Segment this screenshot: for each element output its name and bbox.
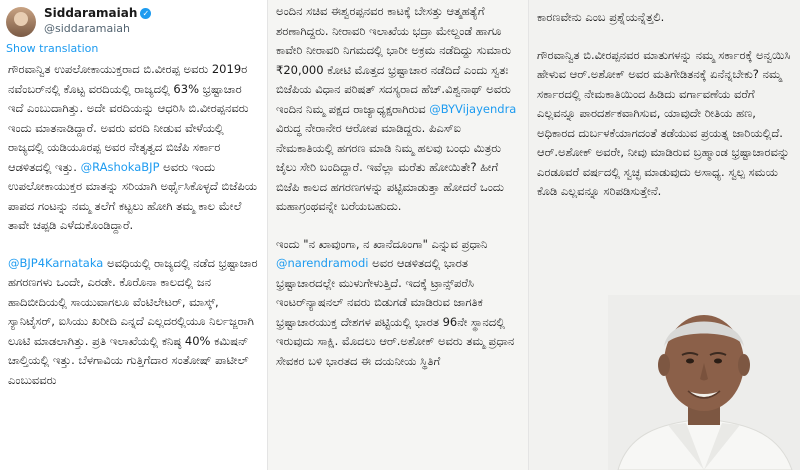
paragraph-text: ಅವರು ಇಂದು ಉಪಲೋಕಾಯುಕ್ತರ ಮಾತನ್ನು ಸರಿಯಾಗಿ ಅರ್ಥೈಸಿಕೊಳ್ಳದೆ ಬಿಜೆಪಿಯ ಪಾಪದ ಗಂಟನ್ನು ನಮ್ಮ ತಲೆಗೆ ಕಟ್ಟಲು ಹೋಗಿ ತಮ್ಮ ಕಾಲ ಮೇಲೆ ತಾವೇ ಚಪ್ಪಡಿ ಎಳೆದುಕೊಂಡಿದ್ದಾರೆ. xyxy=(8,159,258,232)
tweet-paragraph-4 xyxy=(268,235,528,372)
paragraph-text: ಇಂದು "ನ ಖಾವುಂಗಾ, ನ ಖಾನೆದೂಂಗಾ" ಎನ್ನುವ ಪ್ರಧಾನಿ xyxy=(276,236,488,251)
mention-link[interactable]: @BYVijayendra xyxy=(429,101,517,116)
tweet-paragraph-6: ಗೌರವಾನ್ವಿತ ಬಿ.ವೀರಪ್ಪನವರ ಮಾತುಗಳನ್ನು ನಮ್ಮ ಸರ್ಕಾರಕ್ಕೆ ಅನ್ವಯಿಸಿ ಹೇಳುವ ಆರ್.ಅಶೋಕ್ ಅವರ ಮತಿಗೇಡಿತನಕ್ಕೆ ಏನೆನ್ನಬೇಕು? ನಮ್ಮ ಸರ್ಕಾರದಲ್ಲಿ ನೇಮಕಾತಿಯಿಂದ ಹಿಡಿದು ವರ್ಗಾವಣೆಯ ವರೆಗೆ ಎಲ್ಲವನ್ನೂ ಪಾರದರ್ಶಕವಾಗಿಸುವ, ಯಾವುದೇ ರೀತಿಯ ಹಣ, ಅಧಿಕಾರದ ದುರ್ಬಳಕೆಯಾಗದಂತೆ ತಡೆಯುವ ಪ್ರಯತ್ನ ಜಾರಿಯಲ್ಲಿದೆ. ಆರ್.ಅಶೋಕ್ ಅವರೇ, ನೀವು ಮಾಡಿರುವ ಬ್ರಹ್ಮಾಂಡ ಭ್ರಷ್ಟಾಚಾರವನ್ನು ಎರಡೂವರೆ ವರ್ಷದಲ್ಲಿ ಸ್ವಚ್ಛ ಮಾಡುವುದು ಅಸಾಧ್ಯ. ಸ್ವಲ್ಪ ಸಮಯ ಕೊಡಿ ಎಲ್ಲವನ್ನೂ ಸರಿಪಡಿಸುತ್ತೇನೆ. xyxy=(537,47,791,198)
tweet-paragraph-5: ಕಾರಣವೇನು ಎಂಬ ಪ್ರಶ್ನೆಯನ್ನೆತ್ತಲಿ. xyxy=(537,10,665,24)
author-photo xyxy=(608,295,800,470)
paragraph-text: ಅಂದಿನ ಸಚಿವ ಈಶ್ವರಪ್ಪನವರ ಕಾಟಕ್ಕೆ ಬೇಸತ್ತು ಆತ್ಮಹತ್ಯೆಗೆ ಶರಣಾಗಿದ್ದರು. ನೀರಾವರಿ ಇಲಾಖೆಯ ಭದ್ರಾ ಮೇಲ್ದಂಡೆ ಹಾಗೂ ಕಾವೇರಿ ನೀರಾವರಿ ನಿಗಮದಲ್ಲಿ ಭಾರೀ ಅಕ್ರಮ ನಡೆದಿದ್ದು ಸುಮಾರು ₹20,000 ಕೋಟಿ ಮೊತ್ತದ ಭ್ರಷ್ಟಾಚಾರ ನಡೆದಿದೆ ಎಂದು ಸ್ವತಃ ಬಿಜೆಪಿಯ ವಿಧಾನ ಪರಿಷತ್ ಸದಸ್ಯರಾದ ಹೆಚ್.ವಿಶ್ವನಾಥ್ ಅವರು ಇಂದಿನ ನಿಮ್ಮ ಪಕ್ಷದ ರಾಜ್ಯಾಧ್ಯಕ್ಷರಾಗಿರುವ xyxy=(276,4,512,116)
tweet-paragraph-3 xyxy=(268,2,528,217)
author-name[interactable] xyxy=(44,6,151,20)
show-translation-link[interactable]: Show translation xyxy=(6,42,99,55)
tweet-paragraph-1 xyxy=(0,60,267,236)
paragraph-text: ವಿರುದ್ಧ ನೇರಾನೇರ ಆರೋಪ ಮಾಡಿದ್ದರು. ಪಿಎಸ್ಐ ನೇಮಕಾತಿಯಲ್ಲಿ ಹಗರಣ ಮಾಡಿ ನಿಮ್ಮ ಹಲವು ಬಂಧು ಮಿತ್ರರು ಜೈಲು ಸೇರಿ ಬಂದಿದ್ದಾರೆ. ಇವೆಲ್ಲಾ ಮರೆತು ಹೋಯಿತೇ? ಹೀಗೆ ಬಿಜೆಪಿ ಕಾಲದ ಹಗರಣಗಳನ್ನು ಪಟ್ಟಿಮಾಡುತ್ತಾ ಹೋದರೆ ಒಂದು ಮಹಾಗ್ರಂಥವನ್ನೇ ಬರೆಯಬಹುದು. xyxy=(276,121,504,213)
portrait-image xyxy=(608,295,800,470)
mention-link[interactable]: @RAshokaBJP xyxy=(80,159,160,174)
tweet-column-1 xyxy=(0,0,267,470)
author-handle[interactable]: @siddaramaiah xyxy=(44,22,130,35)
mention-link[interactable]: @narendramodi xyxy=(276,256,369,270)
tweet-header xyxy=(0,0,267,60)
paragraph-text: ಅವರ ಆಡಳಿತದಲ್ಲಿ ಭಾರತ ಭ್ರಷ್ಟಾಚಾರದಲ್ಲೇ ಮುಳುಗೇಳುತ್ತಿದೆ. ಇದಕ್ಕೆ ಟ್ರಾನ್ಸ್‌ಪರೆಸಿ ಇಂಟರ್‌ನ್ಯಾಷನಲ್ ನವರು ಬಿಡುಗಡೆ ಮಾಡಿರುವ ಜಾಗತಿಕ ಭ್ರಷ್ಟಾಚಾರಯುಕ್ತ ದೇಶಗಳ ಪಟ್ಟಿಯಲ್ಲಿ ಭಾರತ 96ನೇ ಸ್ಥಾನದಲ್ಲಿ ಇರುವುದು ಸಾಕ್ಷಿ. ಮೊದಲು ಆರ್.ಅಶೋಕ್ ಅವರು ತಮ್ಮ ಪ್ರಧಾನ ಸೇವಕರ ಬಳಿ ಭಾರತದ ಈ ದಯನೀಯ ಸ್ಥಿತಿಗೆ xyxy=(276,256,515,368)
verified-badge-icon: ✓ xyxy=(140,8,151,19)
tweet-paragraph-2 xyxy=(0,254,267,391)
author-avatar[interactable] xyxy=(6,7,36,37)
tweet-column-2 xyxy=(267,0,529,470)
paragraph-text: ಗೌರವಾನ್ವಿತ ಉಪಲೋಕಾಯುಕ್ತರಾದ ಬಿ.ವೀರಪ್ಪ ಅವರು 2019ರ ನವೆಂಬರ್‌ನಲ್ಲಿ ಕೊಟ್ಟ ವರದಿಯಲ್ಲಿ ರಾಜ್ಯದಲ್ಲಿ 63% ಭ್ರಷ್ಟಾಚಾರ ಇದೆ ಎಂಬುದಾಗಿತ್ತು. ಅದೇ ವರದಿಯನ್ನು ಆಧರಿಸಿ ಬಿ.ವೀರಪ್ಪನವರು ಇಂದು ಮಾತನಾಡಿದ್ದಾರೆ. ಅವರು ವರದಿ ನೀಡುವ ವೇಳೆಯಲ್ಲಿ ರಾಜ್ಯದಲ್ಲಿ ಯಡಿಯೂರಪ್ಪ ಅವರ ನೇತೃತ್ವದ ಬಿಜೆಪಿ ಸರ್ಕಾರ ಆಡಳಿತದಲ್ಲಿ ಇತ್ತು. xyxy=(8,62,249,174)
mention-link[interactable]: @BJP4Karnataka xyxy=(8,255,104,270)
paragraph-text: ಅವಧಿಯಲ್ಲಿ ರಾಜ್ಯದಲ್ಲಿ ನಡೆದ ಭ್ರಷ್ಟಾಚಾರ ಹಗರಣಗಳು ಒಂದೇ, ಎರಡೇ. ಕೊರೊನಾ ಕಾಲದಲ್ಲಿ ಜನ ಹಾದಿಬೀದಿಯಲ್ಲಿ ಸಾಯುವಾಗಲೂ ವೆಂಟಿಲೇಟರ್, ಮಾಸ್ಕ್, ಸ್ಯಾನಿಟೈಸರ್, ಐಸಿಯು ಖರೀದಿ ಎನ್ನದೆ ಎಲ್ಲದರಲ್ಲಿಯೂ ನಿರ್ಲಜ್ಜರಾಗಿ ಲೂಟಿ ಮಾಡಲಾಗಿತ್ತು. ಪ್ರತಿ ಇಲಾಖೆಯಲ್ಲಿ ಕನಿಷ್ಠ 40% ಕಮಿಷನ್ ಚಾಲ್ತಿಯಲ್ಲಿ ಇತ್ತು. ಬೆಳಗಾವಿಯ ಗುತ್ತಿಗೆದಾರ ಸಂತೋಷ್ ಪಾಟೀಲ್ ಎಂಬುವವರು xyxy=(8,255,258,387)
author-name-text[interactable]: Siddaramaiah xyxy=(44,6,138,20)
